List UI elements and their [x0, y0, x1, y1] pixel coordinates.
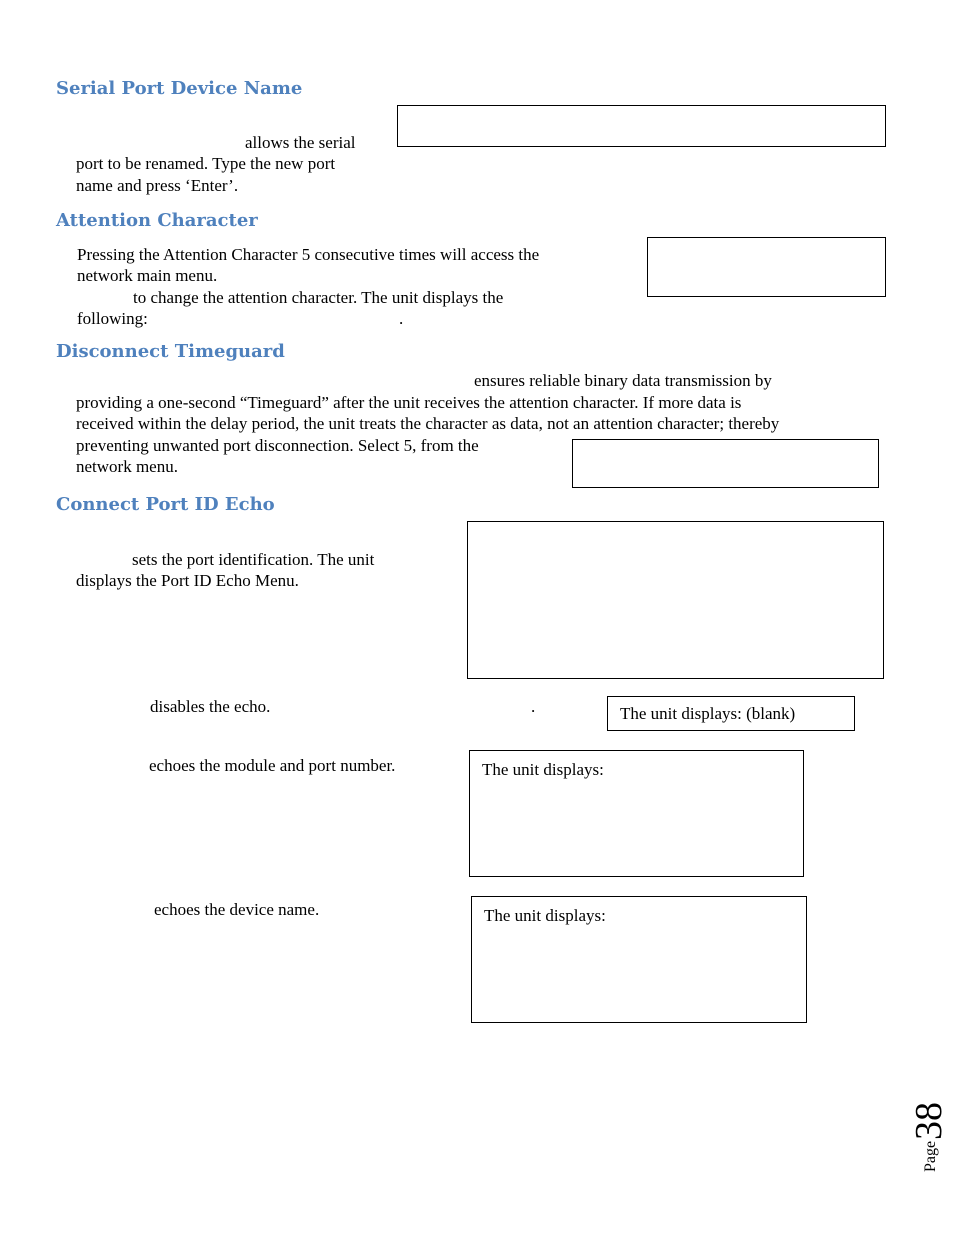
port-id-echo-menu-box: [467, 521, 884, 679]
option-module-text: echoes the module and port number.: [149, 756, 396, 775]
option-disable-box: [607, 696, 855, 731]
serial-port-text-line-2: port to be renamed. Type the new port: [76, 154, 336, 173]
option-device-box-text: The unit displays:: [484, 906, 606, 925]
option-disable-box-text: The unit displays: (blank): [620, 704, 796, 723]
heading-attention-character: Attention Character: [56, 210, 258, 231]
timeguard-box: [572, 439, 879, 488]
option-disable-period: .: [531, 697, 536, 716]
attention-text-line-4: following:: [77, 309, 148, 328]
option-device-box: [471, 896, 807, 1023]
port-id-text-line-1: sets the port identification. The unit: [132, 550, 375, 569]
option-disable-text: disables the echo.: [150, 697, 271, 716]
timeguard-text-line-3: received within the delay period, the unit treats the character as data, not an attention character; thereby: [76, 414, 780, 433]
attention-text-line-1: Pressing the Attention Character 5 consecutive times will access the: [77, 245, 540, 264]
timeguard-text-line-4: preventing unwanted port disconnection. Select 5, from the: [76, 436, 479, 455]
timeguard-text-line-1: ensures reliable binary data transmission by: [474, 371, 772, 390]
page-number: 38: [908, 1102, 950, 1140]
timeguard-text-line-5: network menu.: [76, 457, 178, 476]
option-module-box-text: The unit displays:: [482, 760, 604, 779]
attention-text-line-3: to change the attention character. The unit displays the: [133, 288, 504, 307]
serial-port-text-line-1: allows the serial: [245, 133, 356, 152]
attention-character-box: [647, 237, 886, 297]
timeguard-text-line-2: providing a one-second “Timeguard” after the unit receives the attention character. If more data is: [76, 393, 742, 412]
option-device-text: echoes the device name.: [154, 900, 320, 919]
heading-disconnect-timeguard: Disconnect Timeguard: [56, 341, 285, 362]
attention-text-period: .: [399, 309, 404, 328]
page-label: Page: [922, 1140, 939, 1172]
heading-serial-port-device-name: Serial Port Device Name: [56, 78, 303, 99]
option-module-box: [469, 750, 804, 877]
port-id-text-line-2: displays the Port ID Echo Menu.: [76, 571, 299, 590]
serial-port-text-line-3: name and press ‘Enter’.: [76, 176, 239, 195]
serial-port-name-box: [397, 105, 886, 147]
heading-connect-port-id-echo: Connect Port ID Echo: [56, 494, 275, 515]
attention-text-line-2: network main menu.: [77, 266, 218, 285]
